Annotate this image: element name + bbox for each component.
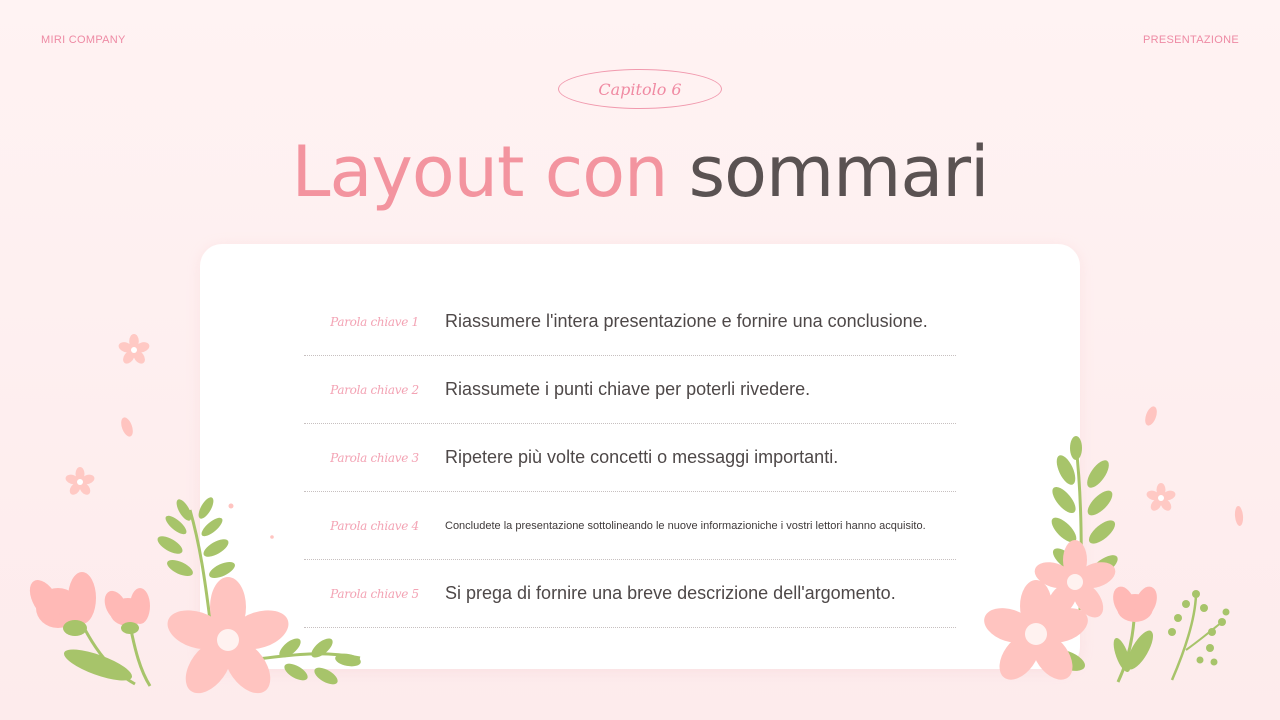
row-description: Riassumete i punti chiave per poterli rivedere. [445,379,811,399]
left-flower-cluster-icon [24,495,362,701]
blossom-center-icon [77,347,1164,501]
row-description: Concludete la presentazione sottolineando le nuove informazioniche i vostri lettori hanno acquisito. [445,519,926,532]
presentation-label: PRESENTAZIONE [1143,34,1239,46]
row-keyword: Parola chiave 5 [330,586,419,601]
row-keyword: Parola chiave 2 [330,382,419,397]
row-description: Ripetere più volte concetti o messaggi importanti. [445,447,839,467]
row-keyword: Parola chiave 4 [330,518,419,533]
right-flower-cluster-icon [980,436,1230,687]
chapter-badge: Capitolo 6 [558,69,722,109]
row-keyword: Parola chiave 3 [330,450,419,465]
falling-petal-icon [119,405,1244,539]
company-label: MIRI COMPANY [41,34,126,46]
title-part-2: sommari [688,131,989,213]
row-keyword: Parola chiave 1 [330,314,419,329]
title-part-1: Layout con [291,131,668,213]
row-description: Riassumere l'intera presentazione e fornire una conclusione. [445,311,928,331]
row-description: Si prega di fornire una breve descrizione dell'argomento. [445,583,896,603]
small-blossom-icon [64,334,1176,513]
